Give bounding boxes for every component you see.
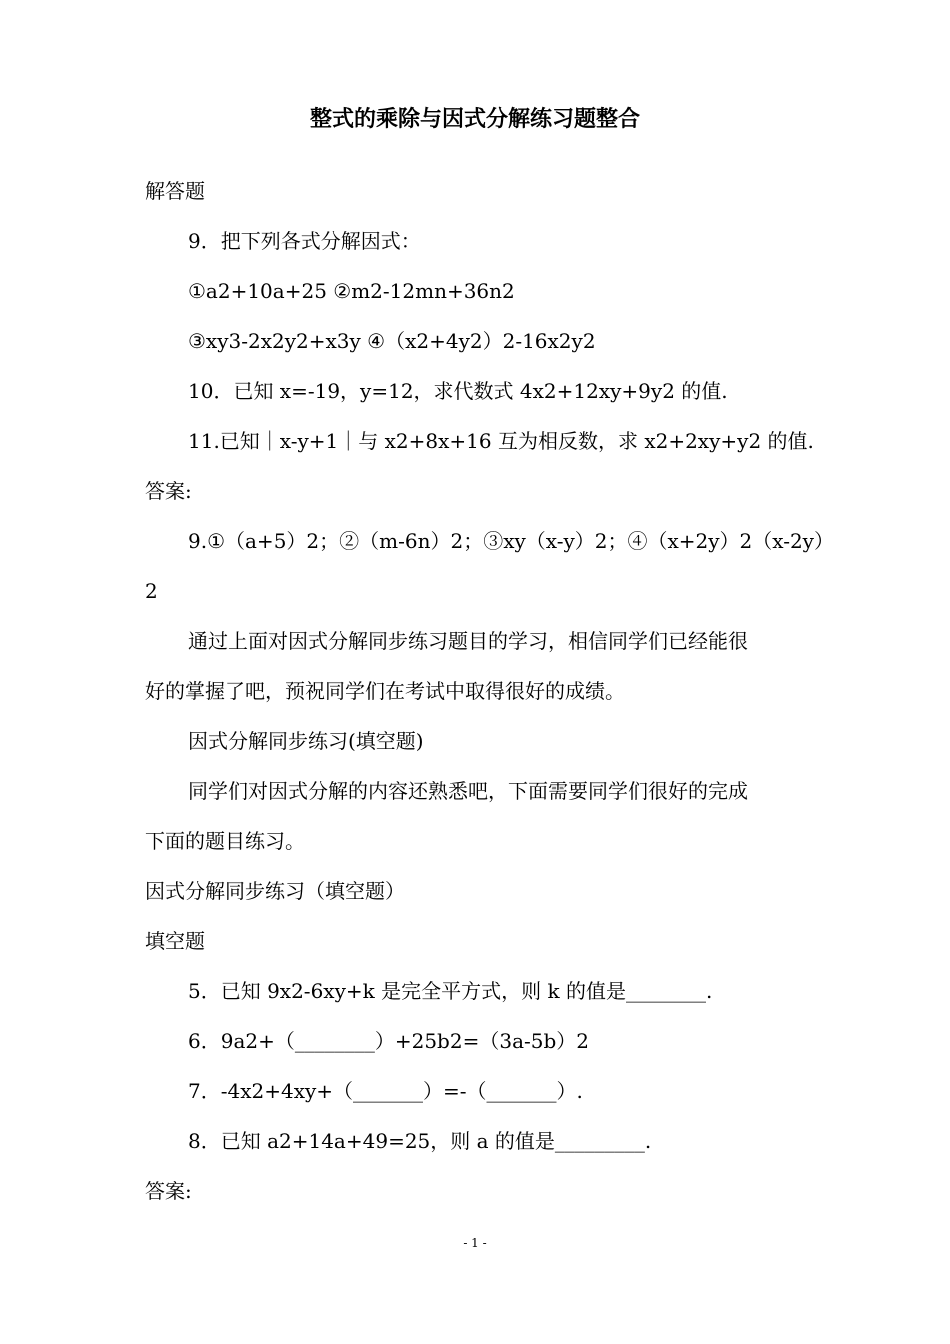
- section-title-fill-blank: 因式分解同步练习(填空题): [188, 729, 424, 753]
- question-6: 6．9a2+（________）+25b2=（3a-5b）2: [188, 1029, 590, 1053]
- page-number: - 1 -: [463, 1236, 487, 1250]
- section-title-fill-blank-alt: 因式分解同步练习（填空题）: [145, 879, 405, 903]
- answer-label: 答案:: [145, 479, 192, 503]
- section-heading-answer-questions: 解答题: [145, 179, 205, 203]
- paragraph-line: 同学们对因式分解的内容还熟悉吧，下面需要同学们很好的完成: [188, 779, 748, 803]
- question-8: 8．已知 a2+14a+49=25，则 a 的值是_________.: [188, 1129, 652, 1153]
- question-9-items-1-2: ①a2+10a+25 ②m2-12mn+36n2: [188, 279, 515, 303]
- paragraph-line: 下面的题目练习。: [145, 829, 305, 853]
- answer-9-continuation: 2: [145, 579, 158, 603]
- question-9-items-3-4: ③xy3-2x2y2+x3y ④（x2+4y2）2-16x2y2: [188, 329, 596, 353]
- section-heading-fill-blank: 填空题: [145, 929, 205, 953]
- question-11: 11.已知｜x-y+1｜与 x2+8x+16 互为相反数，求 x2+2xy+y2 的值.: [188, 429, 814, 453]
- page-title: 整式的乘除与因式分解练习题整合: [309, 107, 640, 132]
- question-9: 9．把下列各式分解因式：: [188, 229, 421, 253]
- paragraph-line: 好的掌握了吧，预祝同学们在考试中取得很好的成绩。: [145, 679, 625, 703]
- question-10: 10．已知 x=-19，y=12，求代数式 4x2+12xy+9y2 的值.: [188, 379, 728, 403]
- question-7: 7．-4x2+4xy+（_______）=-（_______）.: [188, 1079, 583, 1103]
- answer-9: 9.①（a+5）2；②（m-6n）2；③xy（x-y）2；④（x+2y）2（x-2y）: [188, 529, 834, 553]
- answer-label: 答案:: [145, 1179, 192, 1203]
- question-5: 5．已知 9x2-6xy+k 是完全平方式，则 k 的值是________.: [188, 979, 713, 1003]
- paragraph-line: 通过上面对因式分解同步练习题目的学习，相信同学们已经能很: [188, 629, 748, 653]
